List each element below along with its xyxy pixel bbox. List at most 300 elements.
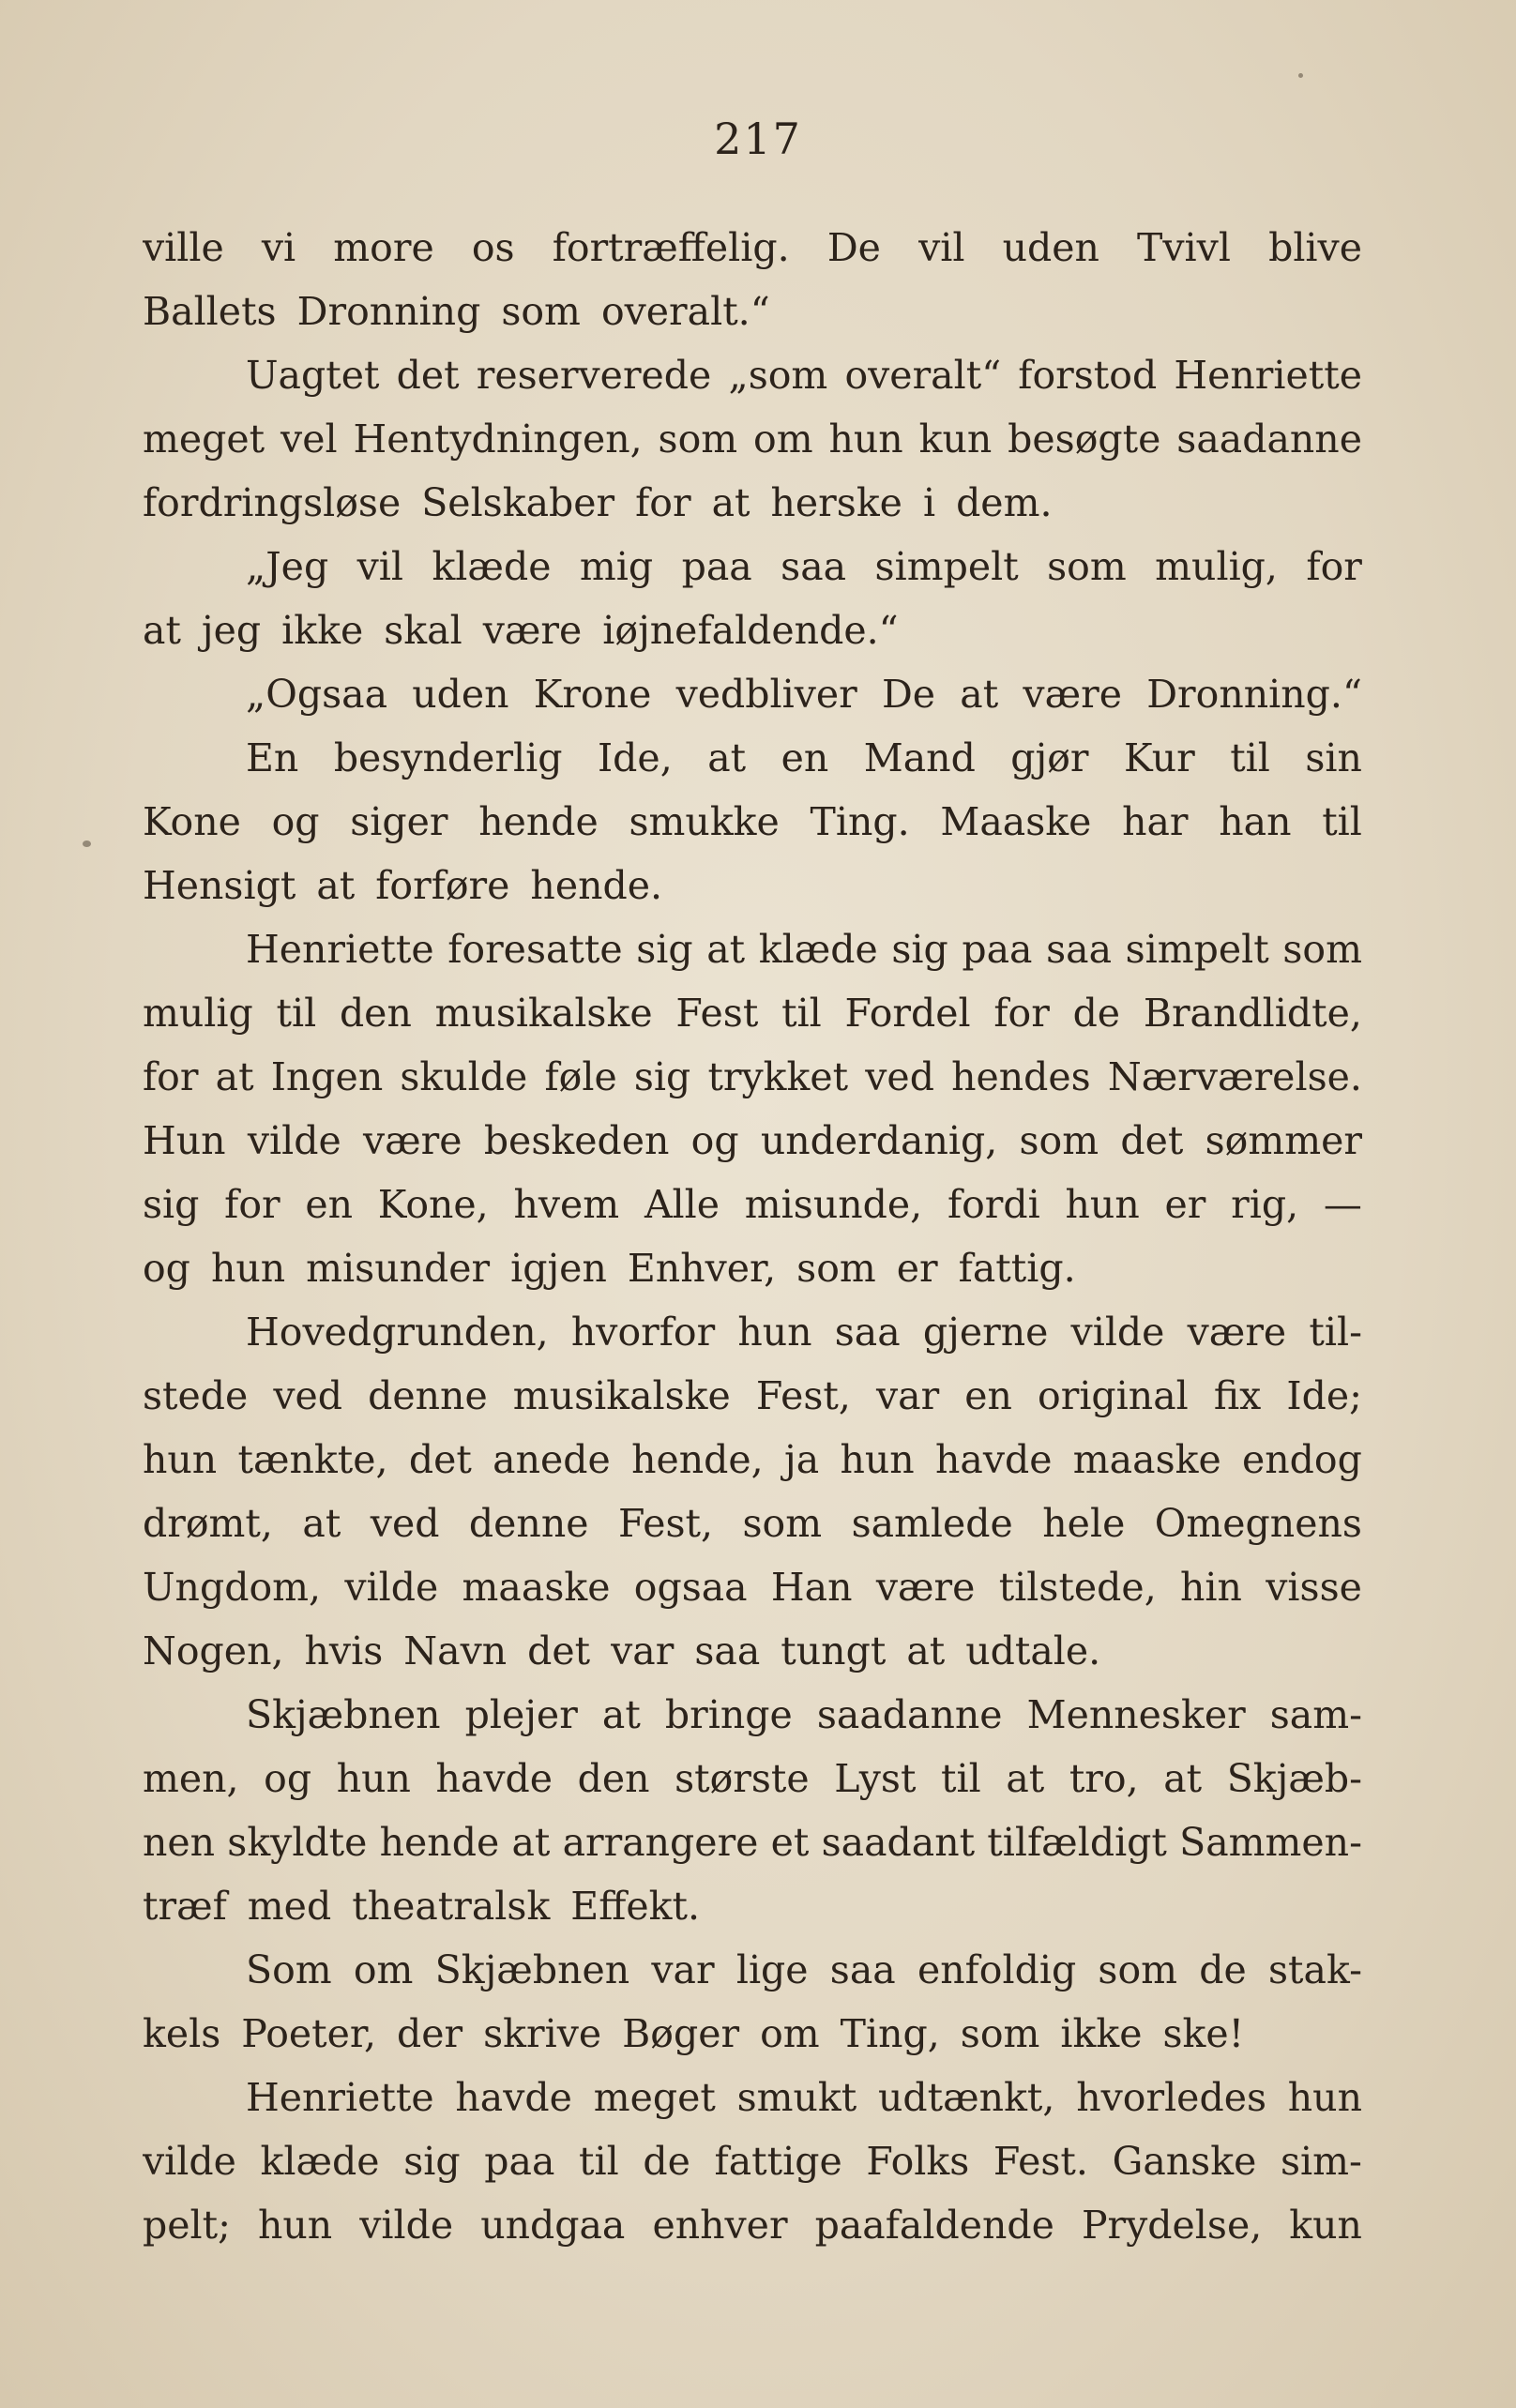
word: at (601, 1692, 641, 1737)
text-line (143, 407, 1362, 471)
word: lige (735, 1947, 809, 1992)
word: for (993, 991, 1050, 1036)
word: Ting. (810, 799, 910, 844)
word: mulig (143, 991, 253, 1036)
word: hvem (513, 1182, 620, 1227)
word: tungt (781, 1628, 887, 1673)
word: „som (728, 353, 828, 398)
text-line (143, 1683, 1362, 1747)
text-line (143, 471, 1362, 535)
word: den (577, 1756, 650, 1801)
word: vi (261, 225, 296, 270)
word: at (302, 1501, 341, 1546)
word: paa (681, 544, 752, 589)
word: et (770, 1820, 810, 1865)
word: Alle (644, 1182, 720, 1227)
word: havde (435, 1756, 553, 1801)
word: Skjæb- (1226, 1756, 1362, 1801)
word: uden (1002, 225, 1099, 270)
word: hun (1287, 2075, 1362, 2120)
word: Ting, (840, 2011, 940, 2056)
word: vil (356, 544, 404, 589)
word: om (353, 1947, 414, 1992)
word: det (396, 353, 460, 398)
text-line (143, 1236, 1362, 1300)
word: trykket (707, 1054, 849, 1099)
word: der (397, 2011, 463, 2056)
word: saa (694, 1628, 761, 1673)
word: til (1322, 799, 1362, 844)
word: Prydelse, (1081, 2203, 1263, 2248)
word: Ide, (597, 735, 673, 780)
word: maaske (1072, 1437, 1221, 1482)
word: herske (770, 480, 902, 525)
word: være (875, 1565, 976, 1610)
word: saa (781, 544, 847, 589)
word: musikalske (512, 1373, 731, 1418)
text-line (143, 790, 1362, 854)
text-line (143, 662, 1362, 726)
word: Ingen (270, 1054, 384, 1099)
word: til (941, 1756, 981, 1801)
text-line (143, 1747, 1362, 1810)
word: skal (384, 608, 462, 653)
word: plejer (464, 1692, 578, 1737)
word: Ballets (143, 289, 277, 334)
word: sig (143, 1182, 200, 1227)
word: samlede (851, 1501, 1013, 1546)
word: ved (273, 1373, 343, 1418)
word: misunde, (744, 1182, 923, 1227)
word: Fest (675, 991, 759, 1036)
word: Dronning (296, 289, 481, 334)
word: theatralsk (352, 1884, 551, 1929)
word: paafaldende (814, 2203, 1054, 2248)
word: Effekt. (570, 1884, 700, 1929)
word: denne (368, 1373, 488, 1418)
word: at (511, 1820, 551, 1865)
word: at (215, 1054, 254, 1099)
word: som (1019, 1118, 1099, 1163)
word: saadanne (816, 1692, 1003, 1737)
word: i (922, 480, 936, 525)
word: Nærværelse. (1107, 1054, 1362, 1099)
word: som (796, 1246, 876, 1291)
word: for (143, 1054, 199, 1099)
word: os (471, 225, 515, 270)
word: Krone (533, 672, 652, 717)
word: Ganske (1112, 2139, 1257, 2184)
word: Fest. (993, 2139, 1088, 2184)
word: klæde (260, 2139, 380, 2184)
word: det (527, 1628, 591, 1673)
word: sig (633, 1054, 691, 1099)
word: føle (544, 1054, 617, 1099)
word: Hensigt (143, 863, 296, 908)
word: at (316, 863, 356, 908)
word: hende (478, 799, 599, 844)
word: for (1306, 544, 1362, 589)
word: Bøger (622, 2011, 740, 2056)
word: simpelt (1125, 927, 1269, 972)
word: sam- (1269, 1692, 1362, 1737)
text-line (143, 981, 1362, 1045)
word: fattige (714, 2139, 842, 2184)
word: hende, (631, 1437, 764, 1482)
word: de (643, 2139, 690, 2184)
word: Hentydningen, (353, 416, 643, 462)
word: saadant (821, 1820, 976, 1865)
word: Mand (863, 735, 976, 780)
word: saa (834, 1310, 901, 1355)
word: Henriette (246, 927, 434, 972)
word: Fest, (617, 1501, 714, 1546)
word: til- (1309, 1310, 1362, 1355)
word: sin (1305, 735, 1362, 780)
text-line (143, 726, 1362, 790)
word: være (1023, 672, 1122, 717)
word: paa (484, 2139, 555, 2184)
word: De (826, 225, 881, 270)
word: musikalske (434, 991, 653, 1036)
word: misunder (306, 1246, 491, 1291)
word: „Ogsaa (246, 672, 388, 717)
word: skrive (483, 2011, 602, 2056)
word: Skjæbnen (246, 1692, 441, 1737)
word: hvis (304, 1628, 384, 1673)
word: for (224, 1182, 280, 1227)
word: Som (246, 1947, 332, 1992)
word: Fest, (755, 1373, 851, 1418)
word: om (753, 416, 813, 462)
word: overalt.“ (600, 289, 770, 334)
word: hun (828, 416, 903, 462)
word: sig (636, 927, 693, 972)
text-line (143, 598, 1362, 662)
word: være (362, 1118, 462, 1163)
word: meget (593, 2075, 716, 2120)
text-line (143, 917, 1362, 981)
word: saa (1046, 927, 1113, 972)
word: Fordel (844, 991, 971, 1036)
word: en (964, 1373, 1012, 1418)
word: hende. (530, 863, 663, 908)
word: ske! (1162, 2011, 1245, 2056)
word: var (611, 1628, 675, 1673)
ink-speck (83, 841, 91, 847)
text-line (143, 1555, 1362, 1619)
word: drømt, (143, 1501, 273, 1546)
word: Omegnens (1154, 1501, 1362, 1546)
word: havde (455, 2075, 572, 2120)
word: smukt (736, 2075, 857, 2120)
word: med (247, 1884, 332, 1929)
word: vilde (247, 1118, 341, 1163)
word: besøgte (1008, 416, 1161, 462)
text-line (143, 2193, 1362, 2257)
word: fattig. (958, 1246, 1076, 1291)
word: fordringsløse (143, 480, 402, 525)
word: skulde (400, 1054, 528, 1099)
word: vedbliver (675, 672, 857, 717)
word: meget (143, 416, 265, 462)
word: Brandlidte, (1143, 991, 1362, 1036)
word: ville (143, 225, 224, 270)
word: var (875, 1373, 940, 1418)
word: Mennesker (1026, 1692, 1246, 1737)
word: hun (737, 1310, 812, 1355)
word: at (711, 480, 750, 525)
word: Dronning.“ (1146, 672, 1362, 717)
word: Kur (1124, 735, 1195, 780)
word: jeg (201, 608, 262, 653)
word: Enhver, (627, 1246, 777, 1291)
word: Lyst (834, 1756, 917, 1801)
word: paa (962, 927, 1033, 972)
word: dem. (956, 480, 1053, 525)
word: ved (865, 1054, 934, 1099)
word: underdanig, (760, 1118, 998, 1163)
word: more (333, 225, 434, 270)
word: som (742, 1501, 823, 1546)
word: forføre (375, 863, 510, 908)
word: beskeden (483, 1118, 670, 1163)
word: for (635, 480, 691, 525)
word: mulig, (1155, 544, 1278, 589)
word: hende (379, 1820, 500, 1865)
word: men, (143, 1756, 239, 1801)
word: om (760, 2011, 820, 2056)
word: enhver (652, 2203, 788, 2248)
text-line (143, 2002, 1362, 2066)
text-line (143, 1492, 1362, 1555)
word: havde (934, 1437, 1053, 1482)
word: udtænkt, (878, 2075, 1055, 2120)
word: som (1047, 544, 1127, 589)
word: klæde (758, 927, 878, 972)
word: blive (1268, 225, 1362, 270)
word: visse (1266, 1565, 1362, 1610)
text-line (143, 2129, 1362, 2193)
text-line (143, 1173, 1362, 1236)
word: træf (143, 1884, 227, 1929)
ink-speck (1298, 73, 1303, 78)
word: en (781, 735, 829, 780)
word: at (906, 1628, 946, 1673)
word: hun (257, 2203, 333, 2248)
word: mig (579, 544, 654, 589)
word: Kone (143, 799, 241, 844)
word: uden (412, 672, 509, 717)
word: original (1038, 1373, 1189, 1418)
text-line (143, 854, 1362, 917)
word: stede (143, 1373, 249, 1418)
word: fortræffelig. (552, 225, 790, 270)
word: Uagtet (246, 353, 380, 398)
word: største (675, 1756, 810, 1801)
word: de (1199, 1947, 1247, 1992)
word: undgaa (480, 2203, 626, 2248)
word: som (1282, 927, 1362, 972)
word: være (1187, 1310, 1287, 1355)
word: var (651, 1947, 715, 1992)
word: smukke (629, 799, 780, 844)
word: vilde (359, 2203, 454, 2248)
word: er (896, 1246, 938, 1291)
word: tilfældigt (987, 1820, 1167, 1865)
word: Skjæbnen (434, 1947, 630, 1992)
word: ja (784, 1437, 820, 1482)
word: iøjnefaldende.“ (602, 608, 899, 653)
word: besynderlig (333, 735, 563, 780)
word: endog (1242, 1437, 1362, 1482)
word: Maaske (940, 799, 1092, 844)
word: ved (370, 1501, 440, 1546)
word: anede (493, 1437, 611, 1482)
word: kun (1289, 2203, 1362, 2248)
word: en (305, 1182, 354, 1227)
word: at (1163, 1756, 1203, 1801)
word: sømmer (1205, 1118, 1362, 1163)
word: skyldte (227, 1820, 368, 1865)
word: arrangere (562, 1820, 759, 1865)
text-line (143, 1428, 1362, 1492)
text-line (143, 1109, 1362, 1173)
word: hele (1042, 1501, 1126, 1546)
word: som (1098, 1947, 1178, 1992)
word: at (707, 735, 747, 780)
word: er (1164, 1182, 1206, 1227)
word: Ungdom, (143, 1565, 322, 1610)
word: som (501, 289, 581, 334)
word: enfoldig (917, 1947, 1077, 1992)
word: De (881, 672, 936, 717)
word: hun (210, 1246, 286, 1291)
word: pelt; (143, 2203, 231, 2248)
word: gjerne (922, 1310, 1049, 1355)
word: som (960, 2011, 1040, 2056)
text-line (143, 535, 1362, 598)
word: bringe (664, 1692, 793, 1737)
word: tænkte, (237, 1437, 388, 1482)
word: Kone, (377, 1182, 489, 1227)
word: de (1072, 991, 1121, 1036)
word: „Jeg (246, 544, 329, 589)
text-line (143, 1938, 1362, 2002)
word: tro, (1069, 1756, 1139, 1801)
word: Henriette (1174, 353, 1362, 398)
word: fix (1213, 1373, 1262, 1418)
word: klæde (432, 544, 552, 589)
word: og (271, 799, 320, 844)
word: det (408, 1437, 472, 1482)
word: at (143, 608, 181, 653)
word: som (658, 416, 738, 462)
word: nen (143, 1820, 216, 1865)
word: Ide; (1286, 1373, 1362, 1418)
text-line (143, 1300, 1362, 1364)
word: være (482, 608, 583, 653)
word: ikke (281, 608, 364, 653)
word: sig (891, 927, 948, 972)
text-line (143, 343, 1362, 407)
word: hvorfor (570, 1310, 716, 1355)
word: og (264, 1756, 312, 1801)
word: vilde (344, 1565, 439, 1610)
word: simpelt (874, 544, 1019, 589)
word: Navn (403, 1628, 508, 1673)
word: ikke (1060, 2011, 1143, 2056)
text-line (143, 1810, 1362, 1874)
word: og (143, 1246, 190, 1291)
word: han (1219, 799, 1292, 844)
word: sim- (1280, 2139, 1362, 2184)
word: denne (468, 1501, 589, 1546)
word: gjør (1010, 735, 1089, 780)
word: — (1323, 1182, 1362, 1227)
word: til (781, 991, 822, 1036)
word: Henriette (246, 2075, 434, 2120)
word: kun (918, 416, 993, 462)
word: den (339, 991, 412, 1036)
word: udtale. (965, 1628, 1101, 1673)
word: vel (280, 416, 338, 462)
word: vil (918, 225, 965, 270)
word: hvorledes (1076, 2075, 1266, 2120)
word: til (579, 2139, 619, 2184)
word: En (246, 735, 299, 780)
word: sig (403, 2139, 461, 2184)
word: Selskaber (421, 480, 615, 525)
word: kels (143, 2011, 221, 2056)
text-line (143, 2066, 1362, 2129)
word: hun (840, 1437, 915, 1482)
word: hin (1180, 1565, 1242, 1610)
word: forstod (1018, 353, 1158, 398)
word: hun (1065, 1182, 1140, 1227)
word: siger (350, 799, 448, 844)
word: har (1122, 799, 1189, 844)
word: at (960, 672, 999, 717)
word: Folks (866, 2139, 970, 2184)
text-line (143, 280, 1362, 343)
word: vilde (143, 2139, 236, 2184)
page-number: 217 (714, 114, 802, 164)
text-line (143, 1619, 1362, 1683)
text-line (143, 1874, 1362, 1938)
word: Poeter, (241, 2011, 377, 2056)
word: Han (770, 1565, 853, 1610)
word: rig, (1231, 1182, 1299, 1227)
word: til (1230, 735, 1270, 780)
text-line (143, 1045, 1362, 1109)
word: Sammen- (1179, 1820, 1362, 1865)
word: reserverede (476, 353, 712, 398)
word: overalt“ (844, 353, 1002, 398)
word: maaske (462, 1565, 611, 1610)
word: hun (336, 1756, 411, 1801)
word: ogsaa (633, 1565, 748, 1610)
word: at (706, 927, 746, 972)
word: foresatte (447, 927, 623, 972)
body-text (143, 216, 1362, 2257)
word: hun (143, 1437, 218, 1482)
word: vilde (1070, 1310, 1165, 1355)
text-line (143, 216, 1362, 280)
word: saa (829, 1947, 896, 1992)
word: Tvivl (1137, 225, 1231, 270)
word: og (690, 1118, 739, 1163)
